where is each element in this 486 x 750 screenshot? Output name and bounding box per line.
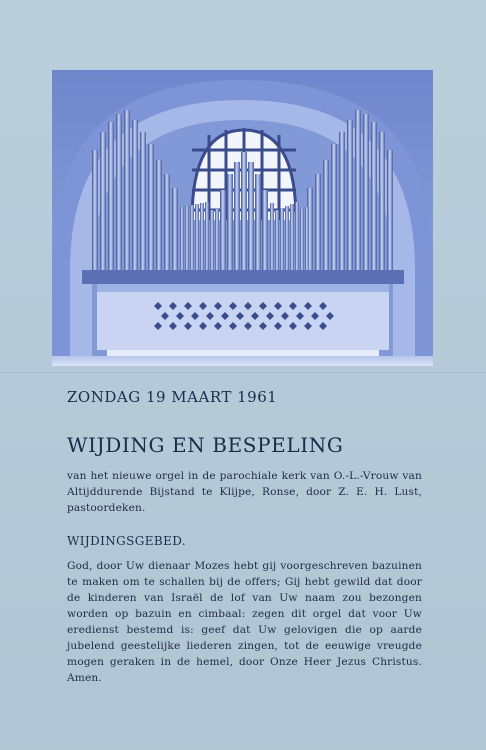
- organ-pipe: [363, 114, 369, 270]
- organ-pipe: [379, 132, 385, 270]
- organ-pipe: [215, 209, 219, 270]
- organ-pipe: [100, 132, 106, 270]
- page-title: WIJDING EN BESPELING: [67, 433, 344, 457]
- organ-pipe: [305, 207, 309, 270]
- organ-pipe: [124, 110, 130, 270]
- organ-pipe: [275, 210, 279, 270]
- organ-pipe: [295, 202, 299, 270]
- organ-pipe: [241, 152, 247, 270]
- organ-pipe: [248, 162, 254, 270]
- organ-pipe: [132, 120, 138, 270]
- organ-pipe: [355, 110, 361, 270]
- organ-pipe: [323, 160, 329, 270]
- organ-pipe: [140, 132, 146, 270]
- organ-pipe: [116, 114, 122, 270]
- organ-pipe: [270, 203, 274, 270]
- organ-pipe: [210, 210, 214, 270]
- organ-pipe: [290, 204, 294, 270]
- organ-pipe: [262, 190, 268, 270]
- organ-pipe: [108, 122, 114, 270]
- organ-pipe: [156, 160, 162, 270]
- organ-pipe: [205, 202, 209, 270]
- organ-pipe: [331, 144, 337, 270]
- prayer-text: God, door Uw dienaar Mozes hebt gij voorgeschreven bazuinen te maken om te schallen bij de offers; Gij hebt gewild dat door de kinderen van Israël de lof van Uw naam zou bezongen worden op bazuin en cimbaal: zegen dit orgel dat voor Uw eredienst bestemd is: geef dat Uw gelovigen die op aarde jubelend geestelijke liederen zingen, tot de eeuwige vreugde mogen geraken in de hemel, door Onze Heer Jezus Christus. Amen.: [67, 560, 422, 684]
- organ-pipe: [220, 190, 226, 270]
- title-description: van het nieuwe orgel in de parochiale kerk van O.-L.-Vrouw van Altijddurende Bijstand te Klijpe, Ronse, door Z. E. H. Lust, pastoordeken.: [67, 470, 422, 514]
- organ-pipe: [339, 132, 345, 270]
- organ-pipe: [280, 208, 284, 270]
- organ-pipe: [200, 203, 204, 270]
- organ-pipe: [180, 207, 184, 270]
- organ-pipe: [185, 206, 189, 270]
- organ-pipe: [285, 206, 289, 270]
- organ-pipe: [255, 174, 261, 270]
- organ-pipe: [347, 120, 353, 270]
- organ-pipe: [148, 144, 154, 270]
- organ-pipe: [234, 162, 240, 270]
- organ-pipe: [315, 174, 321, 270]
- organ-pipe: [227, 174, 233, 270]
- event-date: ZONDAG 19 MAART 1961: [67, 388, 278, 406]
- organ-pipe: [92, 150, 98, 270]
- organ-pipe: [172, 188, 178, 270]
- paper-fold: [0, 372, 486, 374]
- organ-photo: [52, 70, 433, 366]
- organ-console: [52, 270, 433, 366]
- organ-pipe: [300, 209, 304, 270]
- organ-pipe: [195, 204, 199, 270]
- organ-pipe: [164, 174, 170, 270]
- organ-illustration: [52, 70, 433, 366]
- organ-pipe: [387, 150, 393, 270]
- organ-pipe: [190, 205, 194, 270]
- organ-pipe: [371, 122, 377, 270]
- section-heading: WIJDINGSGEBED.: [67, 534, 187, 548]
